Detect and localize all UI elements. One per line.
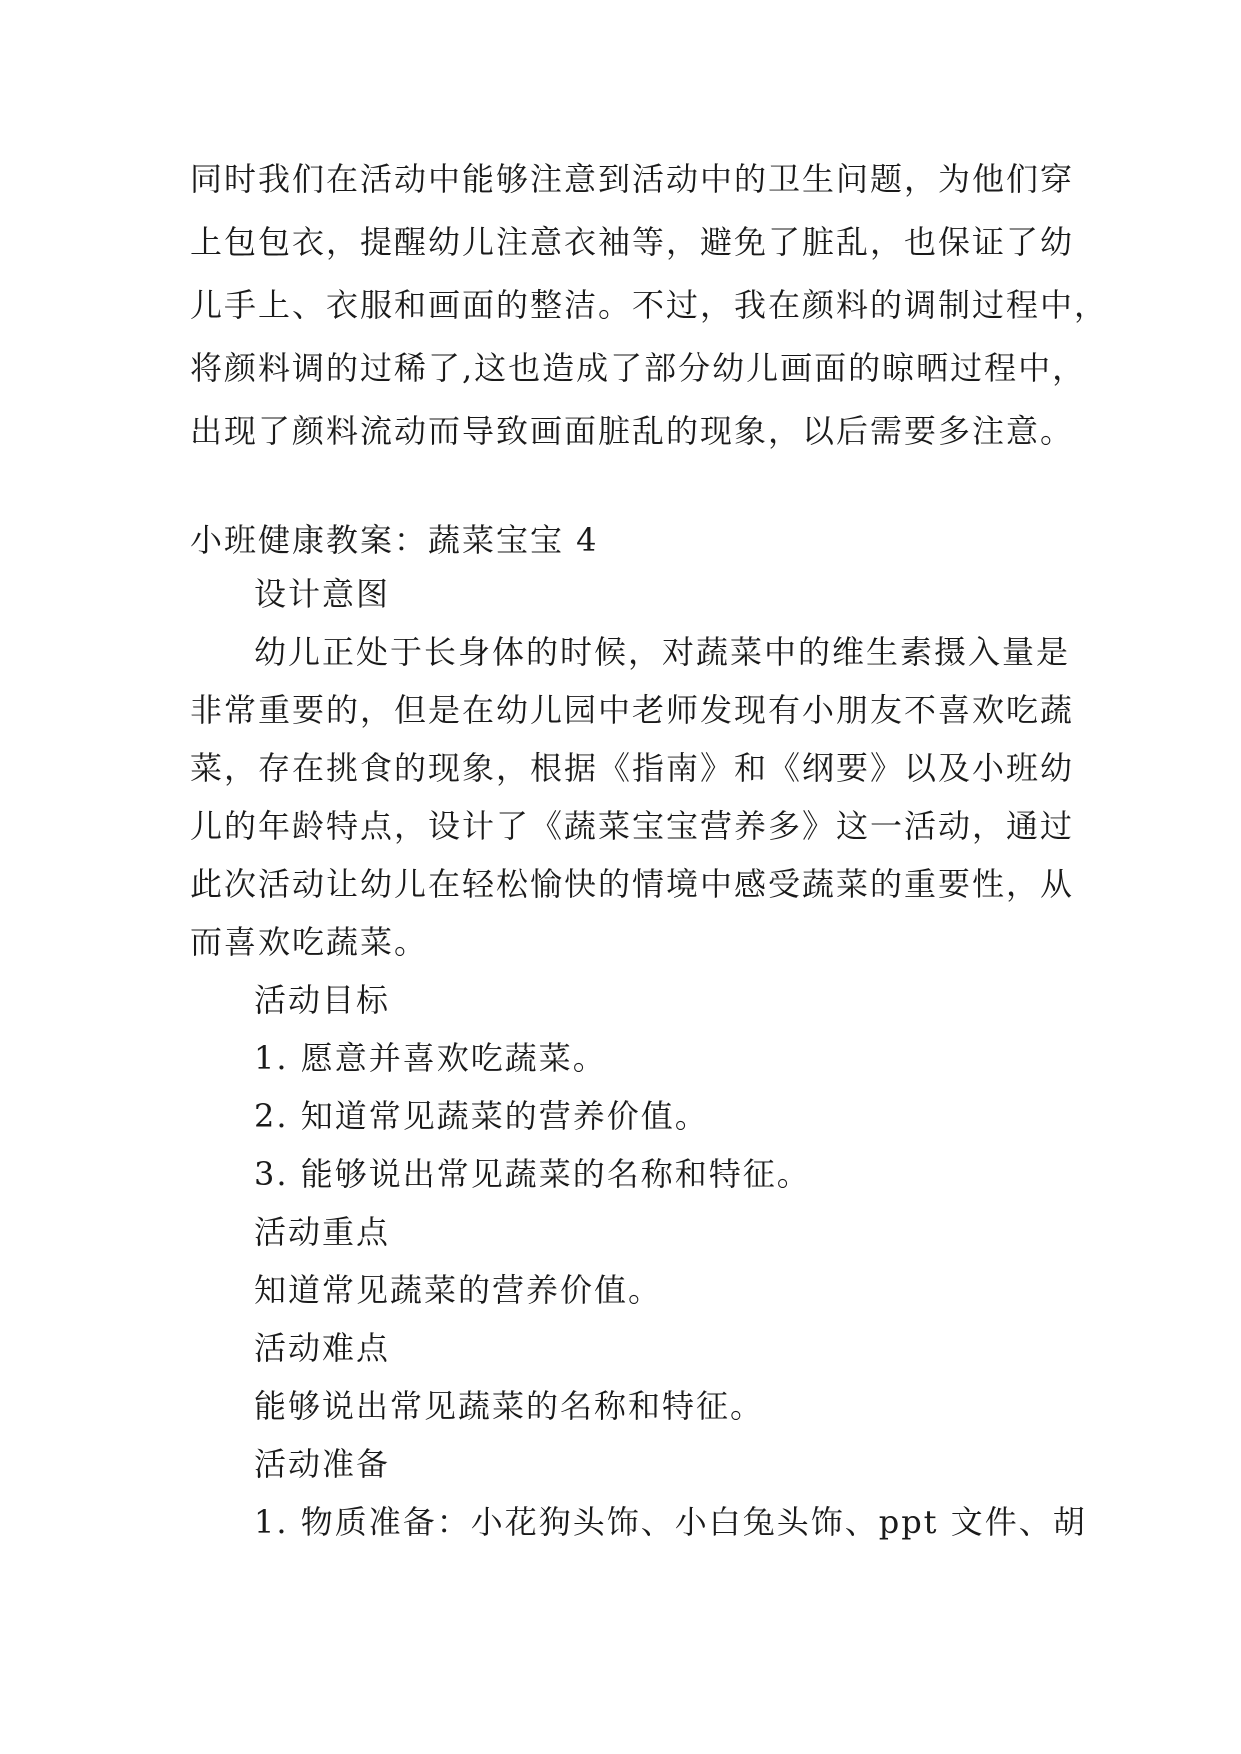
heading-key-point: 活动重点 [254,1213,391,1251]
heading-preparation: 活动准备 [254,1445,391,1483]
body-text-line: 出现了颜料流动而导致画面脏乱的现象，以后需要多注意。 [190,412,1075,450]
section-title: 小班健康教案：蔬菜宝宝 4 [190,521,599,559]
heading-design-intent: 设计意图 [254,575,391,613]
body-text-line: 幼儿正处于长身体的时候，对蔬菜中的维生素摄入量是 [254,633,1071,671]
body-text-line: 非常重要的，但是在幼儿园中老师发现有小朋友不喜欢吃蔬 [190,691,1075,729]
body-text-line: 同时我们在活动中能够注意到活动中的卫生问题，为他们穿 [190,160,1075,198]
body-text-line: 此次活动让幼儿在轻松愉快的情境中感受蔬菜的重要性，从 [190,865,1075,903]
body-text-line: 知道常见蔬菜的营养价值。 [254,1271,663,1309]
list-item: 1. 物质准备：小花狗头饰、小白兔头饰、ppt 文件、胡 [254,1503,1087,1541]
list-item: 3. 能够说出常见蔬菜的名称和特征。 [254,1155,811,1193]
body-text-line: 儿的年龄特点，设计了《蔬菜宝宝营养多》这一活动，通过 [190,807,1075,845]
body-text-line: 而喜欢吃蔬菜。 [190,923,429,961]
list-item: 2. 知道常见蔬菜的营养价值。 [254,1097,709,1135]
body-text-line: 上包包衣，提醒幼儿注意衣袖等，避免了脏乱，也保证了幼 [190,223,1075,261]
body-text-line: 将颜料调的过稀了,这也造成了部分幼儿画面的晾晒过程中， [190,349,1087,387]
heading-difficulty: 活动难点 [254,1329,391,1367]
body-text-line: 能够说出常见蔬菜的名称和特征。 [254,1387,765,1425]
body-text-line: 儿手上、衣服和画面的整洁。不过，我在颜料的调制过程中， [190,286,1109,324]
body-text-line: 菜，存在挑食的现象，根据《指南》和《纲要》以及小班幼 [190,749,1075,787]
heading-goals: 活动目标 [254,981,391,1019]
list-item: 1. 愿意并喜欢吃蔬菜。 [254,1039,607,1077]
